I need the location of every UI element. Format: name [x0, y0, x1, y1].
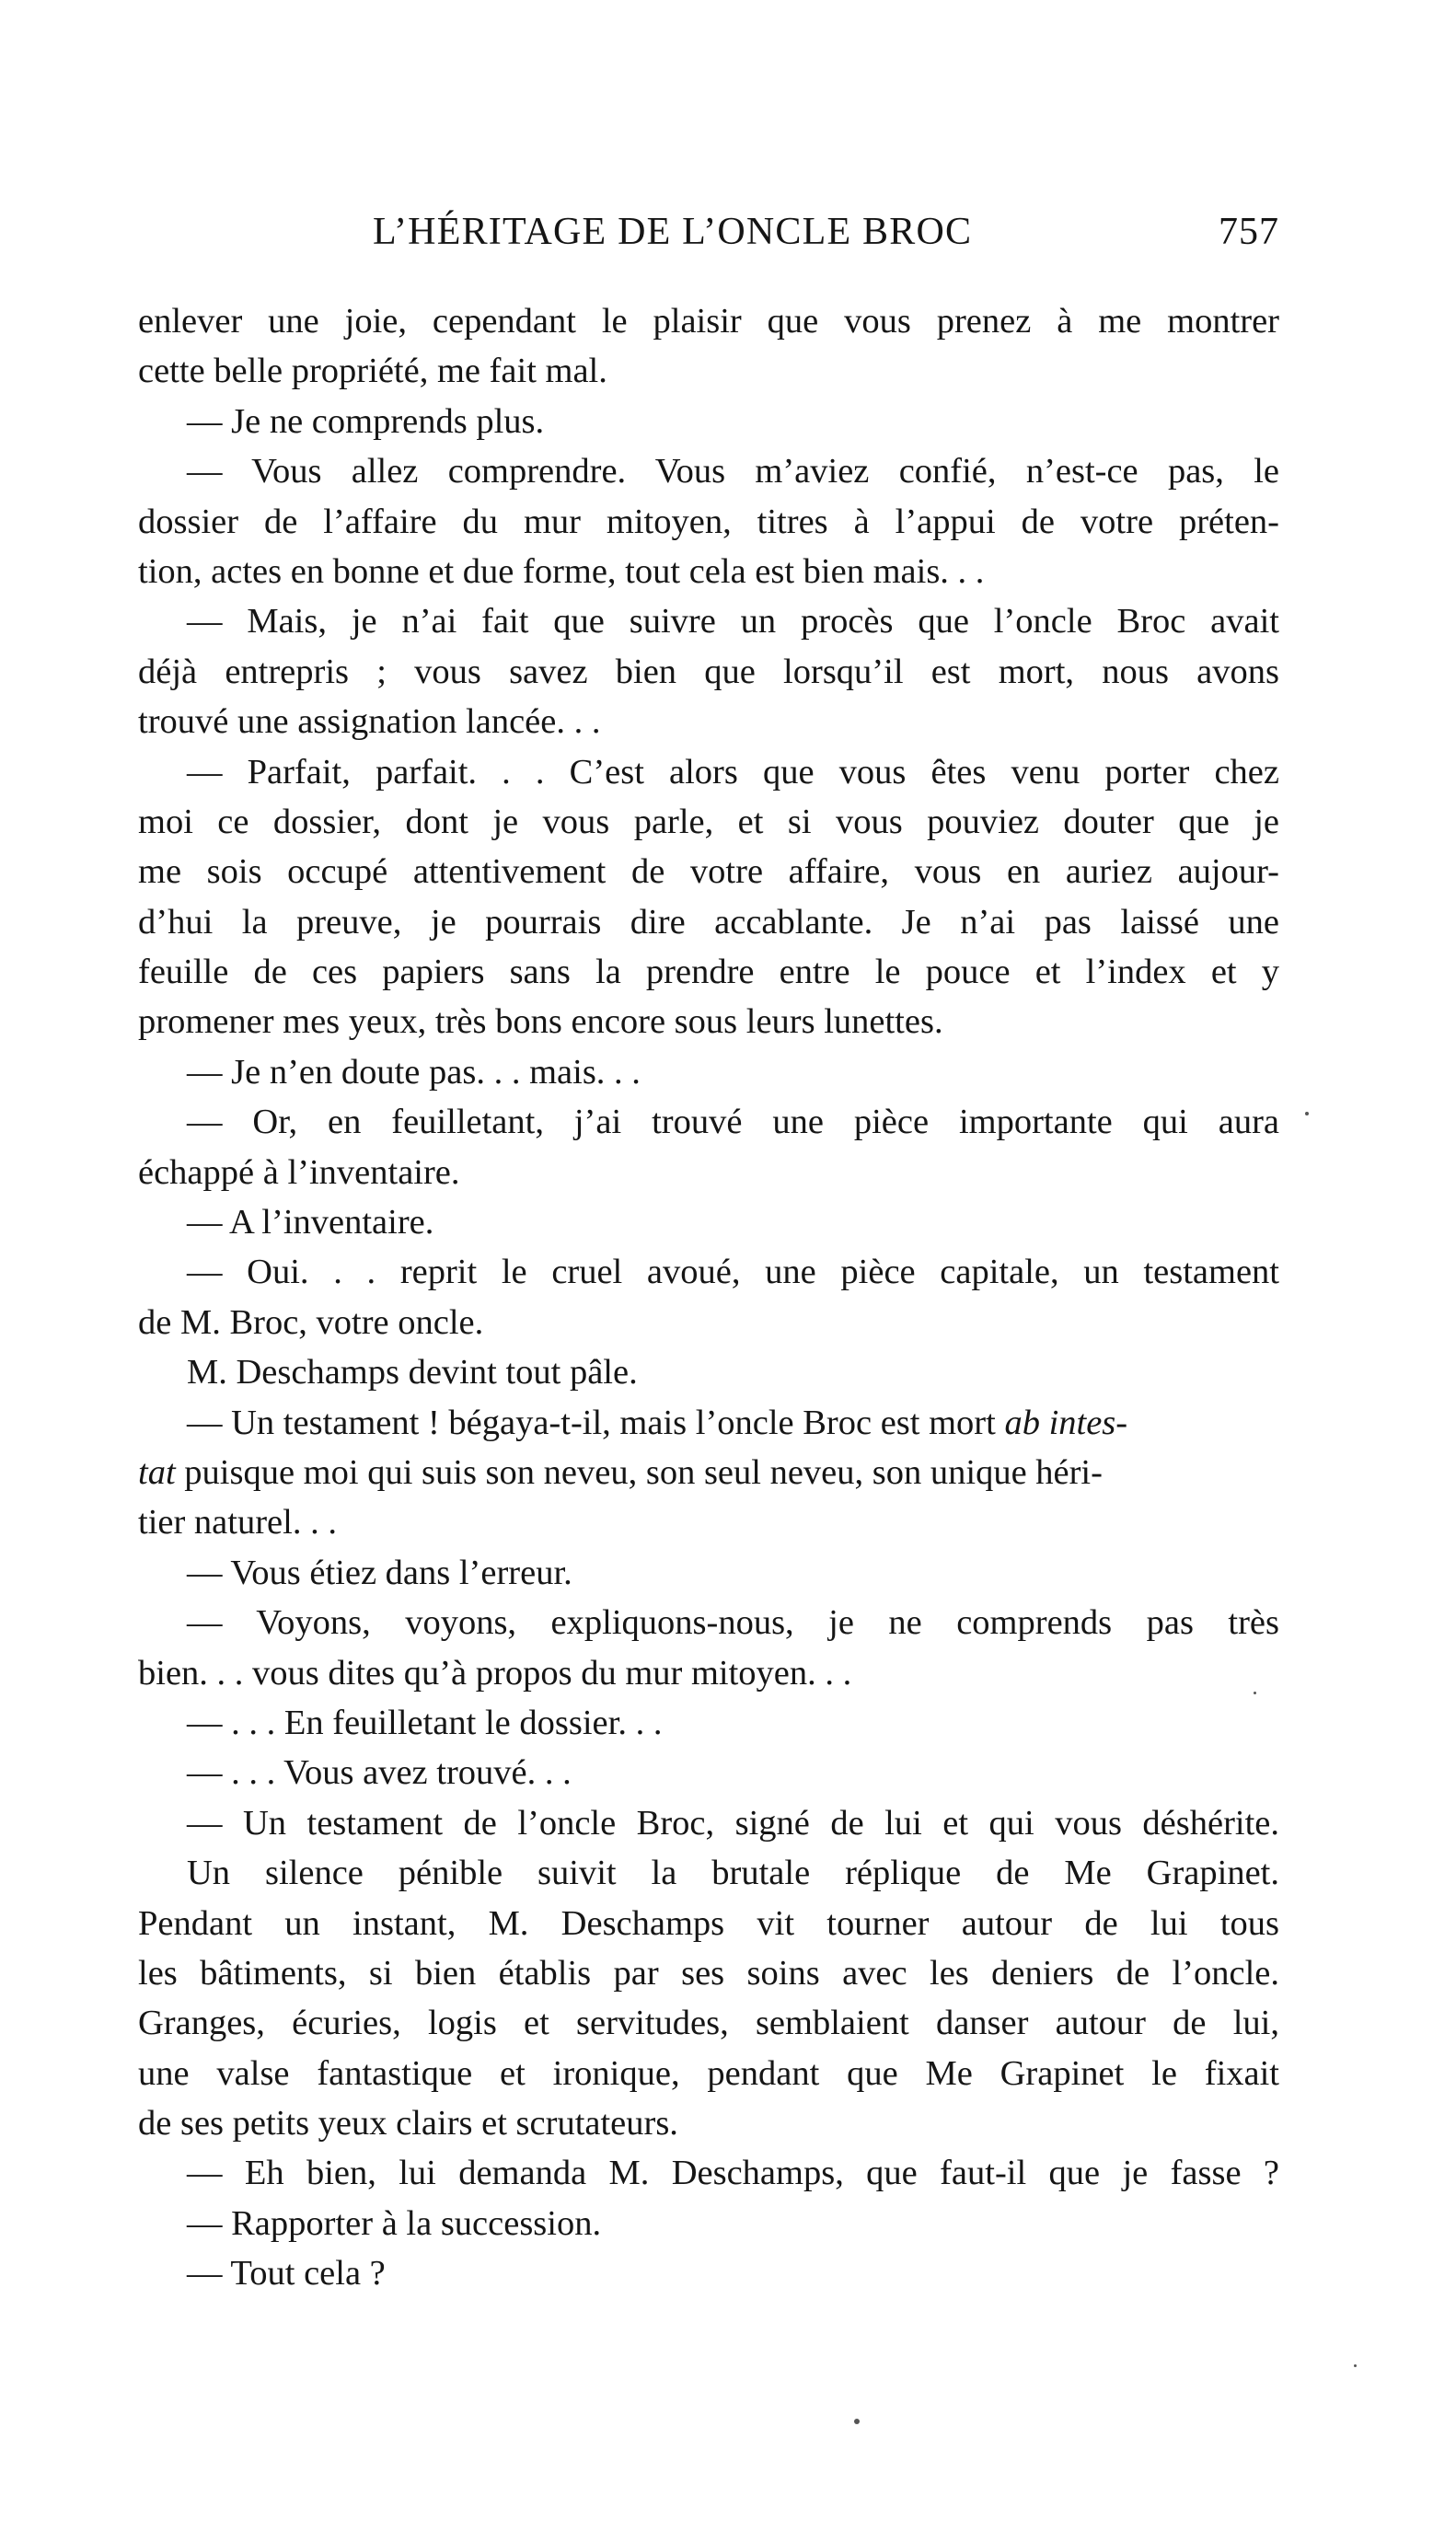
text-line: une valse fantastique et ironique, pendant que Me Grapinet le fixait: [138, 2053, 1279, 2093]
text-line: dossier de l’affaire du mur mitoyen, titres à l’appui de votre préten-: [138, 502, 1279, 541]
italic-segment: ab intes-: [1004, 1403, 1128, 1442]
text-line: promener mes yeux, très bons encore sous leurs lunettes.: [138, 1002, 943, 1042]
text-line: [138, 1448, 1279, 1497]
text-line: — Vous étiez dans l’erreur.: [187, 1553, 572, 1592]
text-line: — Je n’en doute pas. . . mais. . .: [187, 1052, 641, 1092]
running-title: L’HÉRITAGE DE L’ONCLE BROC: [373, 211, 973, 253]
text-line: — Je ne comprends plus.: [187, 401, 545, 441]
text-line: — Oui. . . reprit le cruel avoué, une pièce capitale, un testament: [187, 1253, 1279, 1292]
text-line: tion, actes en bonne et due forme, tout cela est bien mais. . .: [138, 551, 985, 591]
text-line: M. Deschamps devint tout pâle.: [187, 1353, 638, 1392]
paper-speck: [1254, 1692, 1256, 1694]
text-line: — . . . En feuilletant le dossier. . .: [187, 1703, 663, 1742]
text-line: — Parfait, parfait. . . C’est alors que vous êtes venu porter chez: [187, 752, 1279, 791]
text-line: me sois occupé attentivement de votre affaire, vous en auriez aujour-: [138, 852, 1279, 892]
text-line: enlever une joie, cependant le plaisir que vous prenez à me montrer: [138, 302, 1279, 341]
page-header: [138, 210, 1279, 265]
paper-speck: [1354, 2364, 1357, 2367]
text-line: Pendant un instant, M. Deschamps vit tourner autour de lui tous: [138, 1903, 1279, 1943]
text-line: tier naturel. . .: [138, 1503, 337, 1543]
italic-segment: tat: [138, 1452, 176, 1492]
body-text: [138, 296, 1279, 2299]
paper-speck: [854, 2419, 860, 2424]
text-line: — Voyons, voyons, expliquons-nous, je ne comprends pas très: [187, 1603, 1279, 1643]
page-number: 757: [1219, 211, 1279, 253]
text-line: — Un testament de l’oncle Broc, signé de lui et qui vous déshérite.: [187, 1803, 1279, 1843]
text-line: — Tout cela ?: [187, 2254, 386, 2294]
text-line: — A l’inventaire.: [187, 1203, 434, 1242]
text-segment: — Un testament ! bégaya-t-il, mais l’oncle Broc est mort: [187, 1403, 1005, 1442]
text-line: de M. Broc, votre oncle.: [138, 1302, 484, 1342]
text-line: d’hui la preuve, je pourrais dire accablante. Je n’ai pas laissé une: [138, 902, 1279, 942]
text-line: bien. . . vous dites qu’à propos du mur mitoyen. . .: [138, 1653, 852, 1693]
paper-speck: [1305, 1112, 1309, 1115]
text-line: moi ce dossier, dont je vous parle, et si vous pouviez douter que je: [138, 802, 1279, 841]
text-line: Granges, écuries, logis et servitudes, semblaient danser autour de lui,: [138, 2004, 1279, 2043]
text-line: Un silence pénible suivit la brutale réplique de Me Grapinet.: [187, 1854, 1279, 1893]
text-line: déjà entrepris ; vous savez bien que lorsqu’il est mort, nous avons: [138, 652, 1279, 691]
text-line: les bâtiments, si bien établis par ses soins avec les deniers de l’oncle.: [138, 1953, 1279, 1993]
text-line: échappé à l’inventaire.: [138, 1152, 460, 1192]
text-line: — Mais, je n’ai fait que suivre un procès que l’oncle Broc avait: [187, 602, 1279, 641]
text-segment: puisque moi qui suis son neveu, son seul neveu, son unique héri-: [175, 1452, 1103, 1492]
text-line: [138, 1398, 1279, 1448]
text-line: feuille de ces papiers sans la prendre entre le pouce et l’index et y: [138, 953, 1279, 992]
text-line: de ses petits yeux clairs et scrutateurs.: [138, 2104, 678, 2143]
text-line: — Vous allez comprendre. Vous m’aviez confié, n’est-ce pas, le: [187, 452, 1279, 491]
text-line: trouvé une assignation lancée. . .: [138, 702, 601, 742]
text-line: — Rapporter à la succession.: [187, 2203, 602, 2243]
text-line: cette belle propriété, me fait mal.: [138, 352, 607, 391]
text-line: — Eh bien, lui demanda M. Deschamps, que faut-il que je fasse ?: [187, 2154, 1279, 2193]
text-line: — Or, en feuilletant, j’ai trouvé une pièce importante qui aura: [187, 1103, 1279, 1142]
text-line: — . . . Vous avez trouvé. . .: [187, 1753, 572, 1793]
